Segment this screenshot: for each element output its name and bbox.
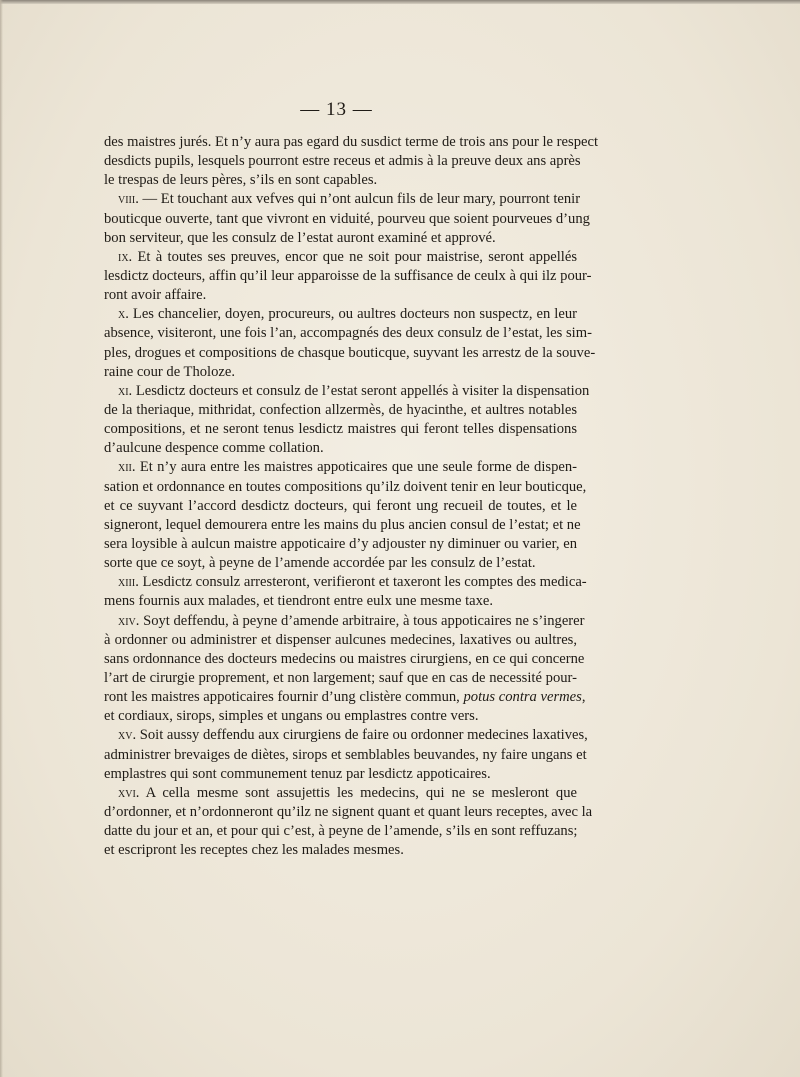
text-fragment: ront les maistres appoticaires fournir d’ung clistère commun,: [104, 689, 464, 706]
top-edge: [0, 0, 800, 4]
text-line: et cordiaux, sirops, simples et ungans ou emplastres contre vers.: [104, 708, 479, 725]
text-line: bouticque ouverte, tant que vivront en viduité, pourveu que soient pourveues d’ung: [104, 210, 590, 227]
article-numeral: xii.: [118, 459, 136, 476]
left-edge: [0, 0, 3, 1077]
text-line: lesdictz docteurs, affin qu’il leur apparoisse de la suffisance de ceulx à qui ilz pour-: [104, 267, 592, 284]
article-text: Et n’y aura entre les maistres appoticaires que une seule forme de dispen-: [139, 459, 577, 476]
text-line: administrer brevaiges de diètes, sirops et semblables beuvandes, ny faire ungans et: [104, 746, 587, 763]
text-line: signeront, lequel demourera entre les mains du plus ancien consul de l’estat; et ne: [104, 516, 581, 533]
text-line: sorte que ce soyt, à peyne de l’amende accordée par les consulz de l’estat.: [104, 555, 536, 572]
article-text: Lesdictz consulz arresteront, verifieront et taxeront les comptes des medica-: [142, 574, 587, 591]
article-numeral: xiv.: [118, 612, 140, 629]
text-line: bon serviteur, que les consulz de l’estat auront examiné et apprové.: [104, 229, 496, 246]
text-line: sation et ordonnance en toutes compositions qu’ilz doivent tenir en leur bouticque,: [104, 478, 587, 495]
article-xiv-line: [104, 612, 585, 631]
article-text: Soyt deffendu, à peyne d’amende arbitraire, à tous appoticaires ne s’ingerer: [143, 612, 585, 629]
text-line: mens fournis aux malades, et tiendront entre eulx une mesme taxe.: [104, 593, 494, 610]
text-line: l’art de cirurgie proprement, et non largement; sauf que en cas de necessité pour-: [104, 669, 577, 686]
text-line: et ce suyvant l’accord desdictz docteurs, qui feront ung recueil de toutes, et le: [104, 497, 577, 514]
text-line: le trespas de leurs pères, s’ils en sont capables.: [104, 172, 378, 189]
article-xii-line: [104, 458, 577, 477]
text-line: des maistres jurés. Et n’y aura pas egard du susdict terme de trois ans pour le respect: [104, 134, 599, 150]
text-line: sans ordonnance des docteurs medecins ou maistres cirurgiens, en ce qui concerne: [104, 650, 585, 667]
text-line-latin: [104, 688, 586, 707]
article-ix-line: [104, 248, 577, 267]
article-xv-line: [104, 726, 588, 745]
article-text: Les chancelier, doyen, procureurs, ou aultres docteurs non suspectz, en leur: [132, 306, 577, 323]
article-numeral: viii.: [118, 191, 139, 208]
text-line: à ordonner ou administrer et dispenser aulcunes medecines, laxatives ou aultres,: [104, 631, 577, 648]
text-line: ples, drogues et compositions de chasque bouticque, suyvant les arrestz de la souve-: [104, 344, 596, 361]
article-text: A cella mesme sont assujettis les medecins, qui ne se mesleront que: [145, 784, 577, 801]
text-line: d’ordonner, et n’ordonneront qu’ilz ne signent quant et quant leurs receptes, avec la: [104, 803, 593, 820]
text-line: datte du jour et an, et pour qui c’est, à peyne de l’amende, s’ils en sont reffuzans;: [104, 823, 578, 840]
article-text: — Et touchant aux vefves qui n’ont aulcun fils de leur mary, pourront tenir: [142, 191, 581, 208]
article-numeral: xiii.: [118, 574, 139, 591]
text-line: desdicts pupils, lesquels pourront estre receus et admis à la preuve deux ans après: [104, 153, 581, 170]
article-numeral: x.: [118, 306, 129, 323]
article-text: Lesdictz docteurs et consulz de l’estat seront appellés à visiter la dispensation: [135, 382, 590, 399]
article-xi-line: [104, 382, 590, 401]
text-line: absence, visiteront, une fois l’an, accompagnés des deux consulz de l’estat, les sim-: [104, 325, 592, 342]
article-text: Et à toutes ses preuves, encor que ne soit pour maistrise, seront appellés: [137, 248, 577, 265]
article-xvi-line: [104, 784, 577, 803]
latin-phrase: potus contra vermes: [463, 689, 582, 706]
text-line: emplastres qui sont communement tenuz par lesdictz appoticaires.: [104, 765, 491, 782]
text-line: ront avoir affaire.: [104, 287, 207, 304]
text-line: sera loysible à aulcun maistre appoticaire d’y adjouster ny diminuer ou varier, en: [104, 535, 577, 552]
text-line: compositions, et ne seront tenus lesdictz maistres qui feront telles dispensations: [104, 421, 577, 438]
body-text: [104, 133, 599, 860]
article-text: Soit aussy deffendu aux cirurgiens de faire ou ordonner medecines laxatives,: [139, 727, 588, 744]
text-line: raine cour de Tholoze.: [104, 363, 236, 380]
text-line: de la theriaque, mithridat, confection allzermès, de hyacinthe, et aultres notables: [104, 401, 577, 418]
article-numeral: xi.: [118, 382, 133, 399]
article-x-line: [104, 305, 577, 324]
text-fragment: ,: [581, 689, 586, 706]
text-line: et escripront les receptes chez les malades mesmes.: [104, 842, 404, 859]
article-xiii-line: [104, 573, 587, 592]
text-line: d’aulcune despence comme collation.: [104, 440, 324, 457]
article-viii-line: [104, 190, 581, 209]
article-numeral: xvi.: [118, 784, 140, 801]
article-numeral: xv.: [118, 727, 137, 744]
page-number: — 13 —: [300, 99, 373, 120]
article-numeral: ix.: [118, 248, 133, 265]
